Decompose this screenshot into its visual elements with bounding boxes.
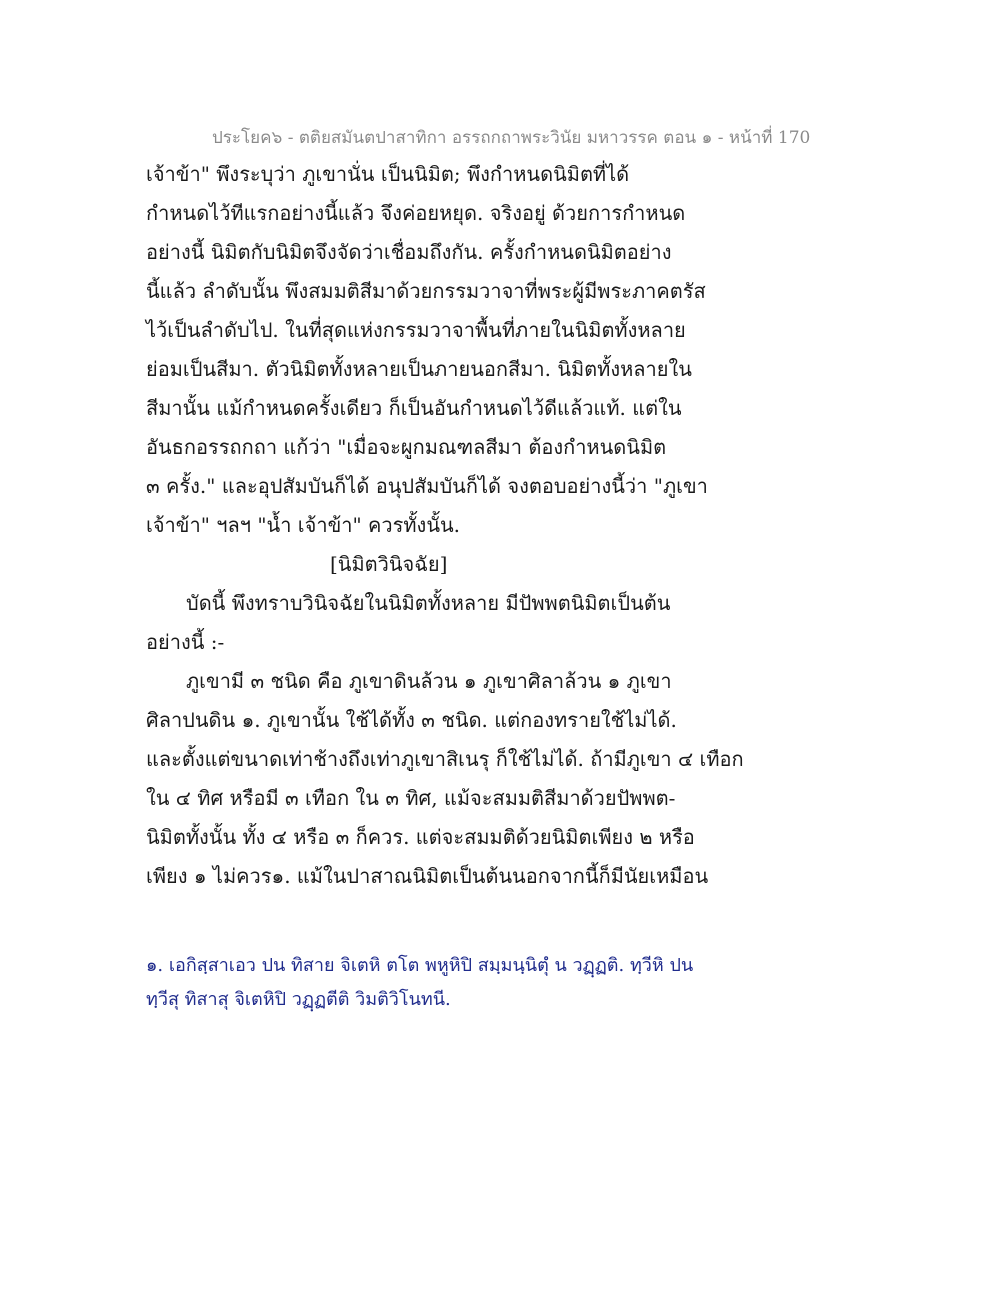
- text-line: ภูเขามี ๓ ชนิด คือ ภูเขาดินล้วน ๑ ภูเขาศิลาล้วน ๑ ภูเขา: [186, 669, 672, 693]
- text-line: ใน ๔ ทิศ หรือมี ๓ เทือก ใน ๓ ทิศ, แม้จะสมมติสีมาด้วยปัพพต-: [146, 786, 676, 810]
- text-line: อย่างนี้ นิมิตกับนิมิตจึงจัดว่าเชื่อมถึงกัน. ครั้งกำหนดนิมิตอย่าง: [146, 240, 672, 264]
- footnote-line: ทฺวีสุ ทิสาสุ จิเตหิปิ วฏฺฏตีติ วิมติวิโนทนี.: [146, 989, 451, 1010]
- text-line: นี้แล้ว ลำดับนั้น พึงสมมติสีมาด้วยกรรมวาจาที่พระผู้มีพระภาคตรัส: [146, 279, 706, 303]
- text-line: บัดนี้ พึงทราบวินิจฉัยในนิมิตทั้งหลาย มีปัพพตนิมิตเป็นต้น: [186, 591, 671, 615]
- footnote: [146, 952, 866, 1020]
- text-line: อันธกอรรถกถา แก้ว่า "เมื่อจะผูกมณฑลสีมา ต้องกำหนดนิมิต: [146, 435, 667, 459]
- text-line: อย่างนี้ :-: [146, 630, 225, 654]
- text-line: ๓ ครั้ง." และอุปสัมบันก็ได้ อนุปสัมบันก็ได้ จงตอบอย่างนี้ว่า "ภูเขา: [146, 474, 708, 498]
- text-line: นิมิตทั้งนั้น ทั้ง ๔ หรือ ๓ ก็ควร. แต่จะสมมติด้วยนิมิตเพียง ๒ หรือ: [146, 825, 695, 849]
- text-line: ย่อมเป็นสีมา. ตัวนิมิตทั้งหลายเป็นภายนอกสีมา. นิมิตทั้งหลายใน: [146, 357, 692, 381]
- text-line: และตั้งแต่ขนาดเท่าช้างถึงเท่าภูเขาสิเนรุ ก็ใช้ไม่ได้. ถ้ามีภูเขา ๔ เทือก: [146, 747, 744, 771]
- text-line: สีมานั้น แม้กำหนดครั้งเดียว ก็เป็นอันกำหนดไว้ดีแล้วแท้. แต่ใน: [146, 396, 682, 420]
- text-line: กำหนดไว้ทีแรกอย่างนี้แล้ว จึงค่อยหยุด. จริงอยู่ ด้วยการกำหนด: [146, 201, 686, 225]
- text-line: เจ้าข้า" ฯลฯ "น้ำ เจ้าข้า" ควรทั้งนั้น.: [146, 513, 461, 537]
- text-line: เจ้าข้า" พึงระบุว่า ภูเขานั่น เป็นนิมิต; พึงกำหนดนิมิตที่ได้: [146, 162, 630, 186]
- text-line: ศิลาปนดิน ๑. ภูเขานั้น ใช้ได้ทั้ง ๓ ชนิด. แต่กองทรายใช้ไม่ได้.: [146, 708, 677, 732]
- page-header: ประโยค๖ - ตติยสมันตปาสาทิกา อรรถกถาพระวินัย มหาวรรค ตอน ๑ - หน้าที่ 170: [212, 128, 811, 148]
- text-line: เพียง ๑ ไม่ควร๑. แม้ในปาสาณนิมิตเป็นต้นนอกจากนี้ก็มีนัยเหมือน: [146, 864, 709, 888]
- section-heading: [นิมิตวินิจฉัย]: [330, 552, 448, 576]
- text-line: ไว้เป็นลำดับไป. ในที่สุดแห่งกรรมวาจาพื้นที่ภายในนิมิตทั้งหลาย: [146, 318, 686, 342]
- body-text: [146, 158, 866, 899]
- footnote-line: ๑. เอกิสฺสาเอว ปน ทิสาย จิเตหิ ตโต พหูหิปิ สมฺมนฺนิตุํ น วฏฺฏติ. ทฺวีหิ ปน: [146, 955, 694, 976]
